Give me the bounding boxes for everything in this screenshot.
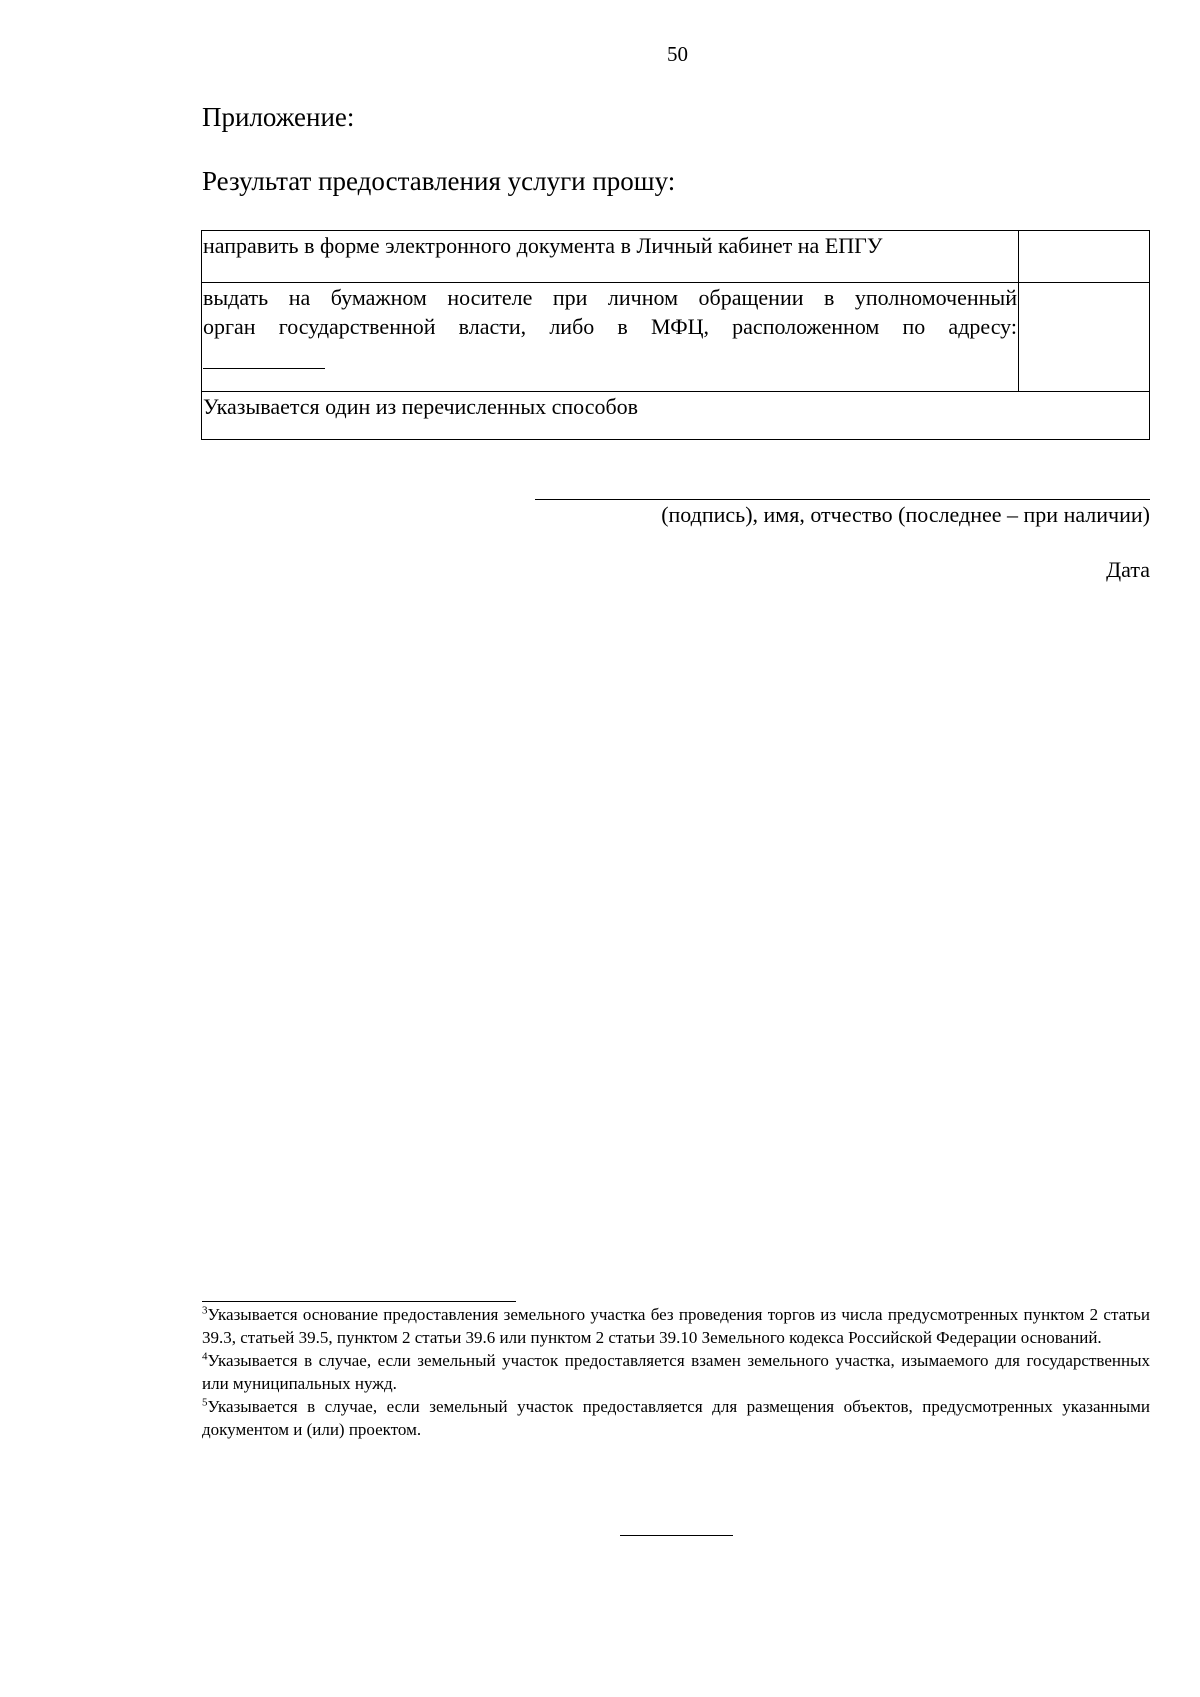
- option-paper-cell: [202, 283, 1019, 392]
- signature-caption: (подпись), имя, отчество (последнее – при наличии): [661, 502, 1150, 527]
- footnote-text: Указывается в случае, если земельный участок предоставляется для размещения объектов, предусмотренных указанными документом и (или) проектом.: [202, 1397, 1150, 1439]
- footnote-3: [202, 1303, 1150, 1349]
- option-row-epgu: [202, 231, 1150, 283]
- footnote-4: [202, 1349, 1150, 1395]
- footnote-mark: 3: [202, 1304, 208, 1317]
- option-paper-label-line2: орган государственной власти, либо в МФЦ, расположенном по адресу:: [203, 314, 1017, 339]
- option-paper-checkbox-cell[interactable]: [1019, 283, 1150, 392]
- option-epgu-checkbox-cell[interactable]: [1019, 231, 1150, 283]
- date-label: Дата: [1106, 557, 1150, 582]
- footnote-5: [202, 1395, 1150, 1441]
- footnote-separator: [202, 1301, 516, 1302]
- page-number: 50: [667, 42, 688, 66]
- option-row-paper: [202, 283, 1150, 392]
- option-paper-label-line1: выдать на бумажном носителе при личном обращении в уполномоченный: [203, 285, 1017, 310]
- option-note-label: Указывается один из перечисленных способов: [202, 392, 1150, 440]
- result-heading: Результат предоставления услуги прошу:: [202, 166, 676, 196]
- footnote-text: Указывается в случае, если земельный участок предоставляется взамен земельного участка, изымаемого для государственных или муниципальных нужд.: [202, 1351, 1150, 1393]
- footnote-text: Указывается основание предоставления земельного участка без проведения торгов из числа предусмотренных пунктом 2 статьи 39.3, статьей 39.5, пунктом 2 статьи 39.6 или пунктом 2 статьи 39.10 Земельного кодекса Российской Федерации оснований.: [202, 1305, 1150, 1347]
- option-epgu-label: направить в форме электронного документа в Личный кабинет на ЕПГУ: [202, 231, 1019, 283]
- delivery-options-table: [201, 230, 1150, 440]
- appendix-heading: Приложение:: [202, 102, 355, 132]
- footnotes: [202, 1303, 1150, 1441]
- signature-line[interactable]: [535, 499, 1150, 500]
- address-blank-line[interactable]: [203, 341, 325, 369]
- footnote-mark: 4: [202, 1350, 208, 1363]
- footnote-mark: 5: [202, 1396, 208, 1409]
- end-divider: [620, 1535, 733, 1536]
- option-note-row: [202, 392, 1150, 440]
